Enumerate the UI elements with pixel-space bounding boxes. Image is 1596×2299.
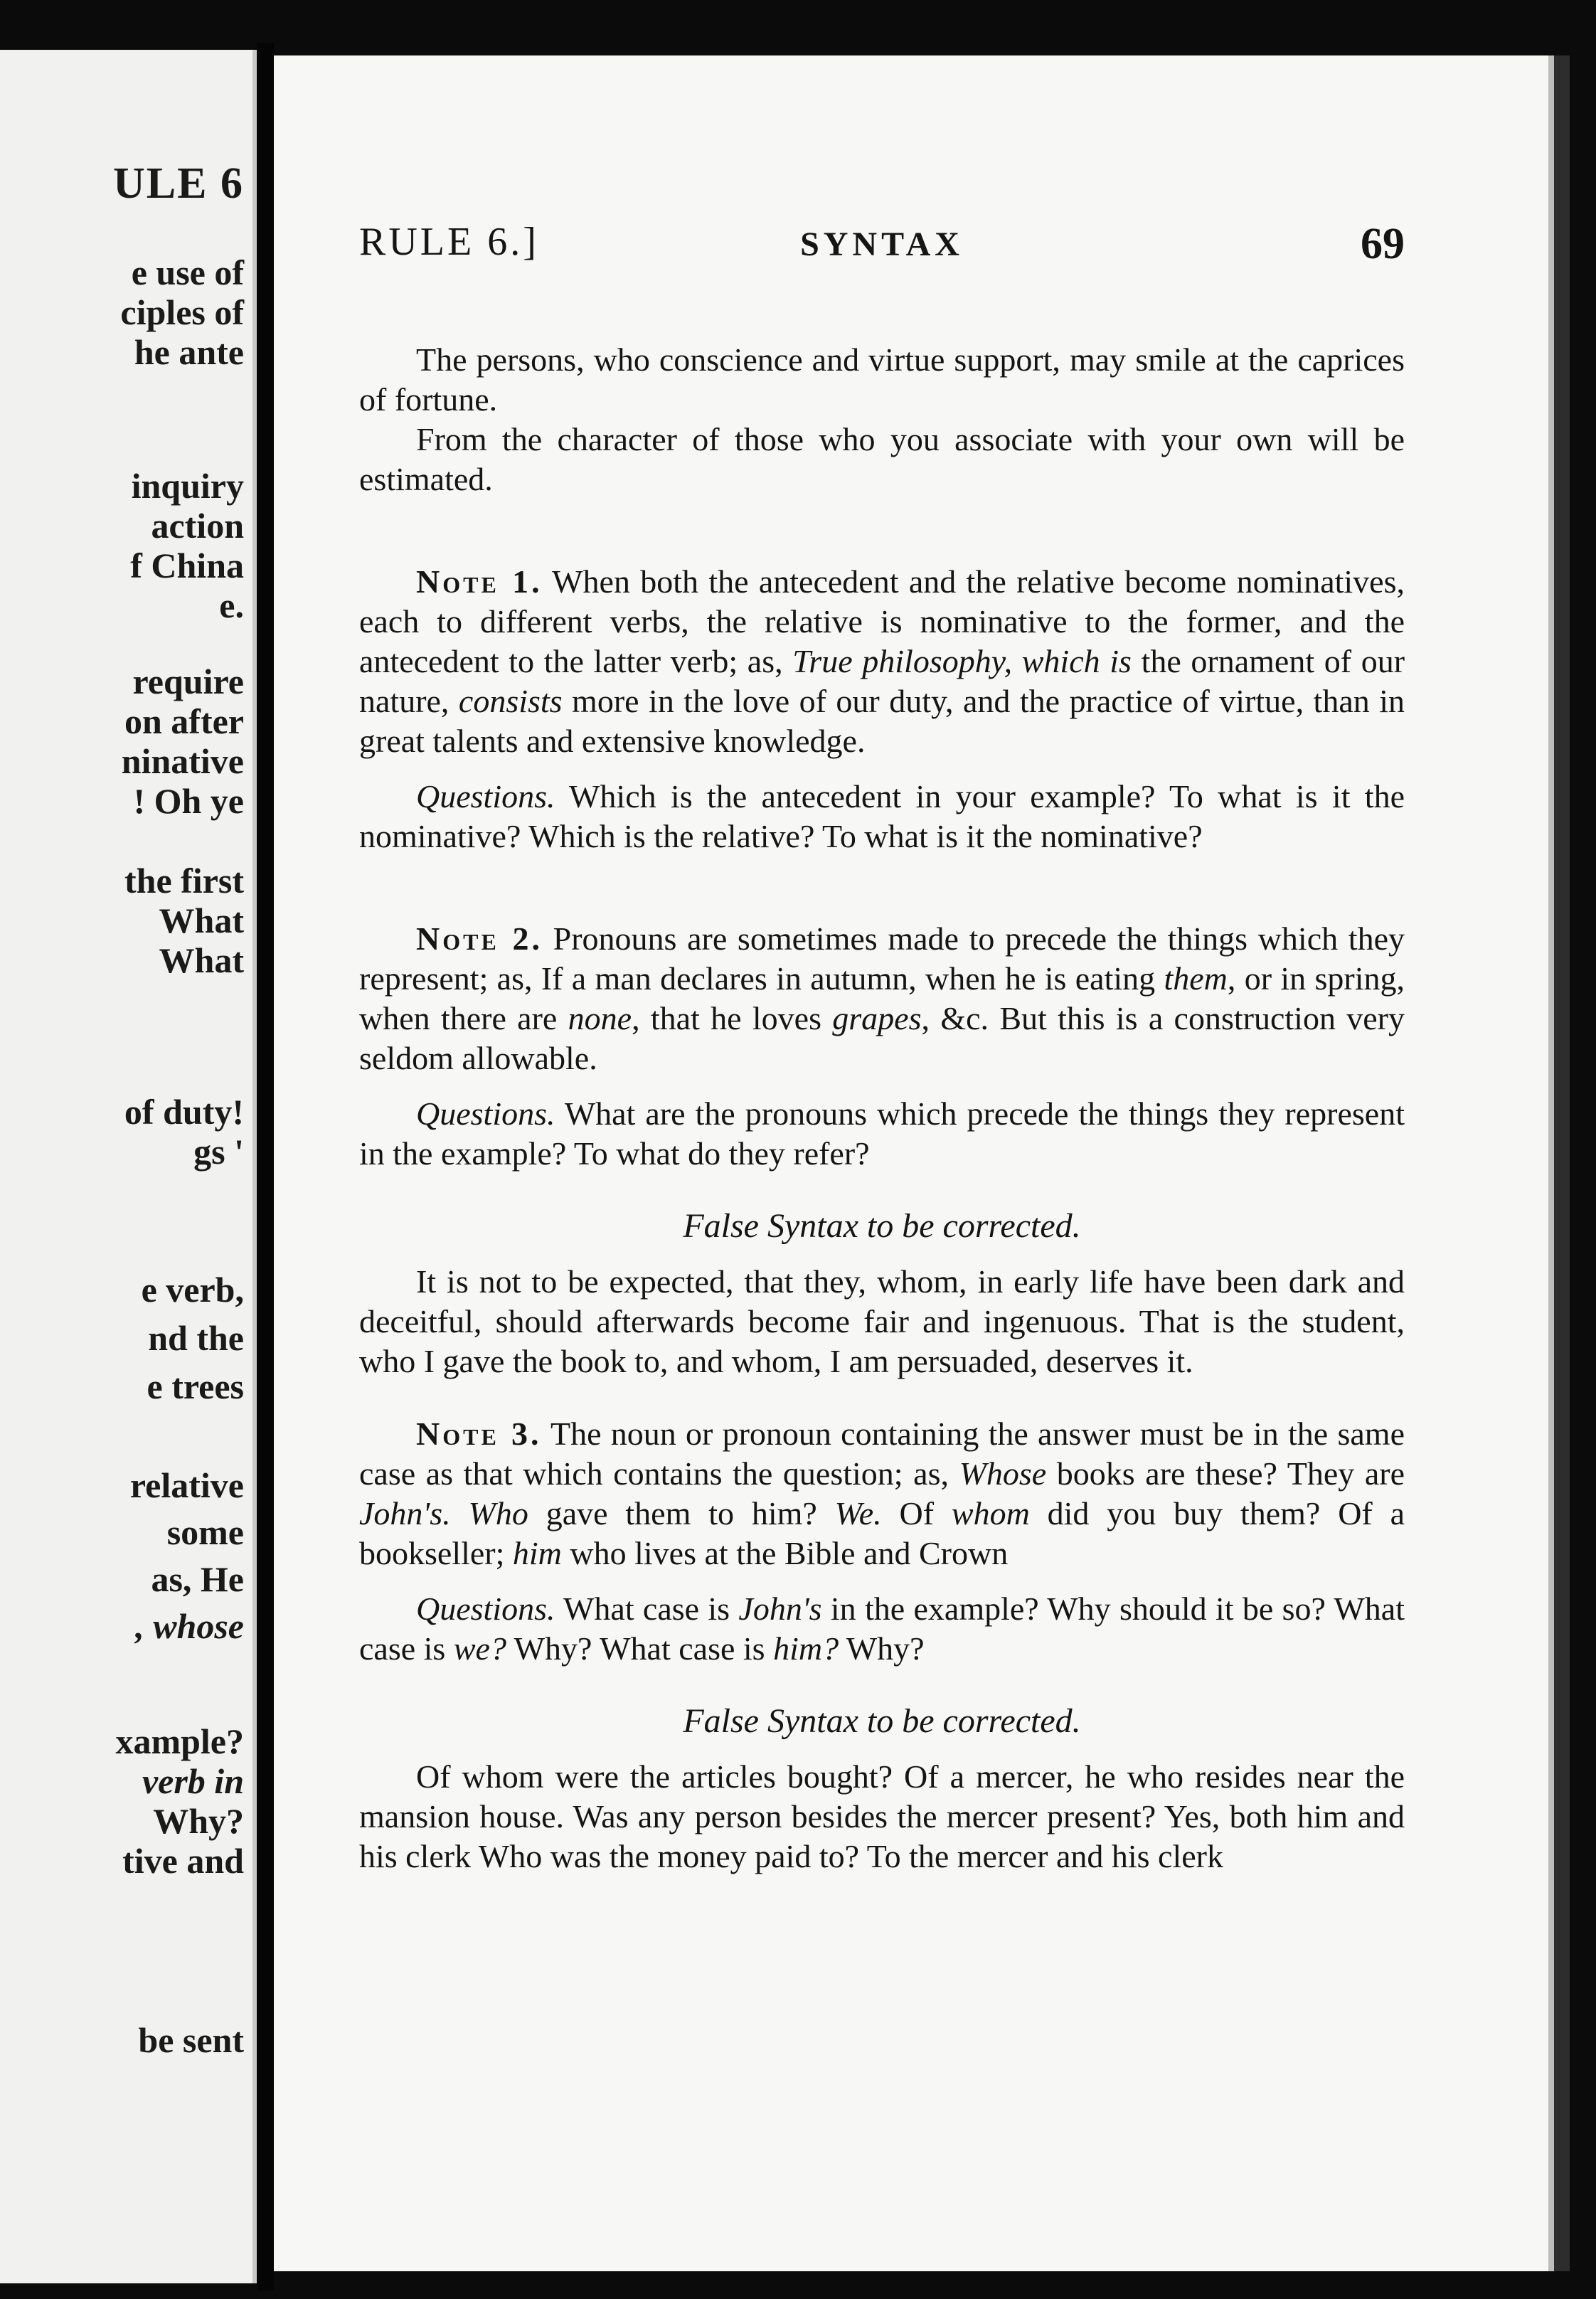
previous-page-text-fragment: gs ' — [193, 1132, 244, 1172]
previous-page-text-fragment: e verb, — [141, 1270, 244, 1310]
questions-label: Questions. — [416, 778, 555, 814]
page-number: 69 — [1361, 220, 1405, 268]
paragraph-persons: The persons, who conscience and virtue support, may smile at the caprices of fortune. — [359, 341, 1405, 418]
note-2-example: them — [1164, 960, 1228, 997]
false-syntax-heading-2: False Syntax to be corrected. — [683, 1702, 1081, 1740]
previous-page-text-fragment: of duty! — [124, 1092, 244, 1132]
note-3-example: Who — [468, 1495, 528, 1531]
note-2-example: grapes — [832, 1000, 922, 1036]
questions-label: Questions. — [416, 1591, 555, 1627]
previous-page-text-fragment: relative — [129, 1465, 244, 1505]
note-3-text: Of — [881, 1495, 952, 1531]
previous-page-text-fragment: inquiry — [131, 466, 244, 506]
questions-text: What case is — [555, 1591, 739, 1627]
note-3-text: did you buy them? Of a bookseller; — [359, 1495, 1405, 1571]
previous-page-text-fragment: tive and — [122, 1841, 244, 1881]
questions-1 — [359, 777, 1405, 856]
book-page — [274, 55, 1570, 2271]
note-3-text — [451, 1495, 469, 1531]
questions-text: in the example? Why should it be so? What case is — [359, 1591, 1405, 1667]
note-1-text: more in the love of our duty, and the practice of virtue, than in great talents and extensive knowledge. — [359, 683, 1405, 759]
note-1-example: True philosophy, which is — [792, 643, 1132, 679]
previous-page-text-fragment: f China — [130, 546, 244, 585]
note-3-example: John's. — [359, 1495, 451, 1531]
note-3-example: whom — [951, 1495, 1030, 1531]
previous-page-text-fragment: e. — [219, 585, 244, 625]
questions-text: Why? What case is — [506, 1630, 774, 1667]
previous-page-text-fragment: ! Oh ye — [133, 781, 244, 821]
previous-page-text-fragment: ciples of — [120, 292, 244, 332]
false-syntax-heading-1: False Syntax to be corrected. — [683, 1207, 1081, 1245]
book-gutter — [257, 43, 274, 2290]
previous-page-text-fragment: the first — [124, 861, 244, 901]
note-2-text: Pronouns are sometimes made to precede the things which they represent; as, If a man declares in autumn, when he is eating — [359, 920, 1405, 997]
previous-page-text-fragment: verb in — [142, 1761, 244, 1801]
note-1-example: consists — [458, 683, 563, 719]
questions-label: Questions. — [416, 1095, 555, 1132]
note-2-example: none — [568, 1000, 632, 1036]
previous-page-text-fragment: ninative — [121, 741, 244, 781]
questions-3 — [359, 1589, 1405, 1669]
previous-page-text-fragment: as, He — [151, 1559, 244, 1599]
note-3-text: who lives at the Bible and Crown — [561, 1535, 1009, 1571]
previous-page-text-fragment: Why? — [153, 1801, 244, 1841]
page-body — [359, 340, 1405, 1876]
paragraph-character: From the character of those who you associate with your own will be estimated. — [359, 421, 1405, 497]
previous-page-text-fragment: xample? — [115, 1721, 244, 1761]
note-1-label: Note 1. — [416, 563, 543, 600]
false-syntax-text-1: It is not to be expected, that they, whom, in early life have been dark and deceitful, should afterwards become fair and ingenuous. That is the student, who I gave the book to, and whom, I am persuaded, deserves it. — [359, 1263, 1405, 1379]
previous-page-text-fragment: he ante — [134, 332, 244, 372]
questions-example: him? — [773, 1630, 839, 1667]
note-3-label: Note 3. — [416, 1416, 542, 1452]
note-3-text: books are these? They are — [1046, 1455, 1405, 1492]
note-2-text: , that he loves — [632, 1000, 833, 1036]
note-2-text: , &c. But this is a construction very seldom allowable. — [359, 1000, 1405, 1076]
note-3 — [359, 1414, 1405, 1573]
previous-page-text-fragment: ULE 6 — [113, 159, 244, 208]
note-2-text: , or in spring, when there are — [359, 960, 1405, 1036]
questions-example: John's — [738, 1591, 822, 1627]
note-3-example: Whose — [959, 1455, 1047, 1492]
questions-text: What are the pronouns which precede the things they represent in the example? To what do they refer? — [359, 1095, 1405, 1172]
previous-page-text-fragment: action — [151, 506, 244, 546]
note-1 — [359, 562, 1405, 761]
previous-page-text-fragment: What — [159, 940, 244, 980]
previous-page-text-fragment: e trees — [147, 1366, 244, 1406]
previous-page-text-fragment: on after — [124, 701, 244, 741]
running-head — [359, 219, 1405, 276]
rule-label: RULE 6.] — [359, 220, 539, 264]
questions-text: Why? — [839, 1630, 925, 1667]
previous-page-fragment — [0, 50, 257, 2283]
questions-example: we? — [453, 1630, 506, 1667]
note-3-example: him — [512, 1535, 562, 1571]
previous-page-text-fragment: require — [132, 662, 244, 701]
note-3-text: gave them to him? — [528, 1495, 835, 1531]
previous-page-text-fragment: e use of — [131, 253, 244, 292]
questions-text: Which is the antecedent in your example? To what is it the nominative? Which is the relative? To what is it the nominative? — [359, 778, 1405, 854]
section-title: SYNTAX — [800, 225, 964, 263]
note-3-example: We. — [834, 1495, 882, 1531]
previous-page-text-fragment: nd the — [148, 1318, 244, 1358]
questions-2 — [359, 1094, 1405, 1174]
previous-page-text-fragment: be sent — [138, 2020, 244, 2060]
note-1-text: the ornament of our nature, — [359, 643, 1405, 719]
previous-page-text-fragment: , whose — [135, 1606, 244, 1646]
note-1-text: When both the antecedent and the relative become nominatives, each to different verbs, the relative is nominative to the former, and the antecedent to the latter verb; as, — [359, 563, 1405, 679]
previous-page-text-fragment: some — [166, 1512, 244, 1552]
note-2 — [359, 919, 1405, 1078]
false-syntax-text-2: Of whom were the articles bought? Of a mercer, he who resides near the mansion house. Was any person besides the mercer present? Yes, both him and his clerk Who was the money paid to? To the mercer and his clerk — [359, 1758, 1405, 1874]
note-3-text: The noun or pronoun containing the answer must be in the same case as that which contains the question; as, — [359, 1416, 1405, 1492]
note-2-label: Note 2. — [416, 920, 543, 957]
previous-page-text-fragment: What — [159, 901, 244, 940]
